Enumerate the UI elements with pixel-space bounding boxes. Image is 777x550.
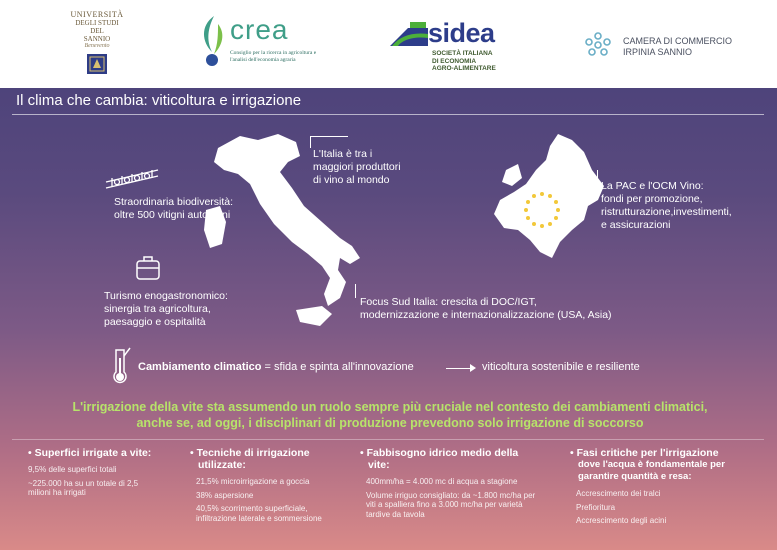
column-item: 9,5% delle superfici totali	[28, 465, 117, 474]
climate-rest: = sfida e spinta all'innovazione	[261, 361, 414, 373]
producers-line1: L'Italia è tra i	[313, 148, 373, 160]
column-item: 21,5% microirrigazione a goccia	[196, 477, 310, 486]
tourism-line3: paesaggio e ospitalità	[104, 316, 206, 328]
crea-tagline: Consiglio per la ricerca in agricoltura e l'analisi dell'economia agraria	[230, 50, 317, 63]
pac-line3: ristrutturazione,investimenti,	[601, 206, 732, 218]
pac-connector	[597, 170, 598, 182]
unisannio-line2: DEGLI STUDI	[75, 19, 119, 27]
producers-line3: di vino al mondo	[313, 174, 390, 186]
column-surfaces	[28, 447, 178, 498]
sidea-subtitle-line2: DI ECONOMIA	[432, 57, 477, 65]
camera-line1: CAMERA DI COMMERCIO	[623, 36, 733, 46]
column-title: • Tecniche di irrigazione	[190, 447, 310, 459]
sidea-subtitle-line1: SOCIETÀ ITALIANA	[432, 50, 493, 57]
column-item: Volume irriguo consigliato: da ~1.800 mc/ha per viti a spalliera fino a 3.000 mc/ha per varietà tardive da tavola	[366, 490, 536, 519]
climate-bold: Cambiamento climatico	[138, 361, 262, 373]
highlight-line1: L'irrigazione della vite sta assumendo un ruolo sempre più cruciale nel contesto dei cambiamenti climatici,	[72, 400, 708, 414]
unisannio-line3: DEL	[90, 27, 104, 35]
column-item: 38% aspersione	[196, 490, 254, 500]
column-item: Accrescimento degli acini	[576, 516, 667, 525]
arrow-head	[470, 364, 476, 372]
unisannio-line1: UNIVERSITÀ	[70, 10, 124, 19]
unisannio-line5: Benevento	[84, 43, 110, 49]
climate-statement	[138, 361, 414, 374]
crea-leaf-icon	[196, 12, 228, 75]
camera-text	[623, 36, 732, 58]
logo-header	[0, 0, 777, 88]
column-item: 40,5% scorrimento superficiale, infiltrazione laterale e sommersione	[196, 504, 322, 523]
europe-map	[488, 130, 608, 280]
pac-line4: e assicurazioni	[601, 219, 671, 231]
suitcase-icon	[134, 254, 162, 287]
column-title: • Fasi critiche per l'irrigazione	[570, 447, 719, 459]
highlight-statement	[25, 399, 755, 431]
callout-south	[360, 296, 612, 322]
sidea-subtitle	[432, 50, 496, 73]
producers-connector	[310, 136, 311, 148]
crea-name: crea	[230, 14, 289, 45]
climate-result: viticoltura sostenibile e resiliente	[482, 361, 640, 373]
tourism-line1: Turismo enogastronomico:	[104, 290, 228, 302]
callout-tourism	[104, 290, 228, 329]
column-critical-phases	[570, 447, 760, 526]
callout-producers	[313, 148, 401, 187]
sidea-subtitle-line3: AGRO-ALIMENTARE	[432, 65, 496, 72]
producers-line2: maggiori produttori	[313, 161, 401, 173]
unisannio-line4: SANNIO	[83, 35, 111, 43]
vineyard-icon	[104, 166, 160, 197]
callout-biodiversity	[114, 196, 233, 222]
column-title: • Fabbisogno idrico medio della	[360, 447, 519, 459]
unisannio-logo	[62, 10, 132, 80]
column-techniques	[190, 447, 345, 523]
column-item: Accrescimento dei tralci	[576, 489, 661, 498]
column-title: • Superfici irrigate a vite:	[28, 447, 152, 459]
pac-line1: La PAC e l'OCM Vino:	[601, 180, 704, 192]
page-title: Il clima che cambia: viticoltura e irrigazione	[16, 92, 302, 109]
column-item: 400mm/ha = 4.000 mc di acqua a stagione	[366, 477, 518, 486]
callout-pac	[601, 180, 732, 232]
column-title-cont: garantire quantità e resa:	[578, 471, 692, 482]
pac-line2: fondi per promozione,	[601, 193, 703, 205]
highlight-line2: anche se, ad oggi, i disciplinari di produzione prevedono solo irrigazione di soccorso	[136, 416, 644, 430]
biodiversity-line1: Straordinaria biodiversità:	[114, 196, 234, 208]
south-line1: Focus Sud Italia: crescita di DOC/IGT,	[360, 296, 537, 308]
column-title-cont: vite:	[368, 459, 390, 471]
column-water-needs	[360, 447, 550, 519]
biodiversity-line2: oltre 500 vitigni autoctoni	[114, 209, 231, 221]
university-seal-icon	[86, 53, 108, 80]
column-title-cont: utilizzate:	[198, 459, 246, 471]
column-title-cont: dove l'acqua è fondamentale per	[578, 459, 725, 470]
camera-line2: IRPINIA SANNIO	[623, 47, 693, 57]
south-connector	[355, 284, 356, 298]
bottom-divider	[12, 439, 764, 440]
south-line2: modernizzazione e internazionalizzazione (USA, Asia)	[360, 309, 612, 321]
thermometer-icon	[108, 346, 132, 391]
column-item: ~225.000 ha su un totale di 2,5 milioni ha irrigati	[28, 478, 139, 497]
producers-connector-h	[310, 136, 348, 137]
column-item: Prefioritura	[576, 502, 616, 512]
title-divider	[12, 114, 764, 115]
sidea-mark-icon	[388, 20, 430, 53]
sidea-name: sidea	[428, 18, 495, 48]
camera-emblem-icon	[583, 30, 613, 65]
tourism-line2: sinergia tra agricoltura,	[104, 303, 211, 315]
